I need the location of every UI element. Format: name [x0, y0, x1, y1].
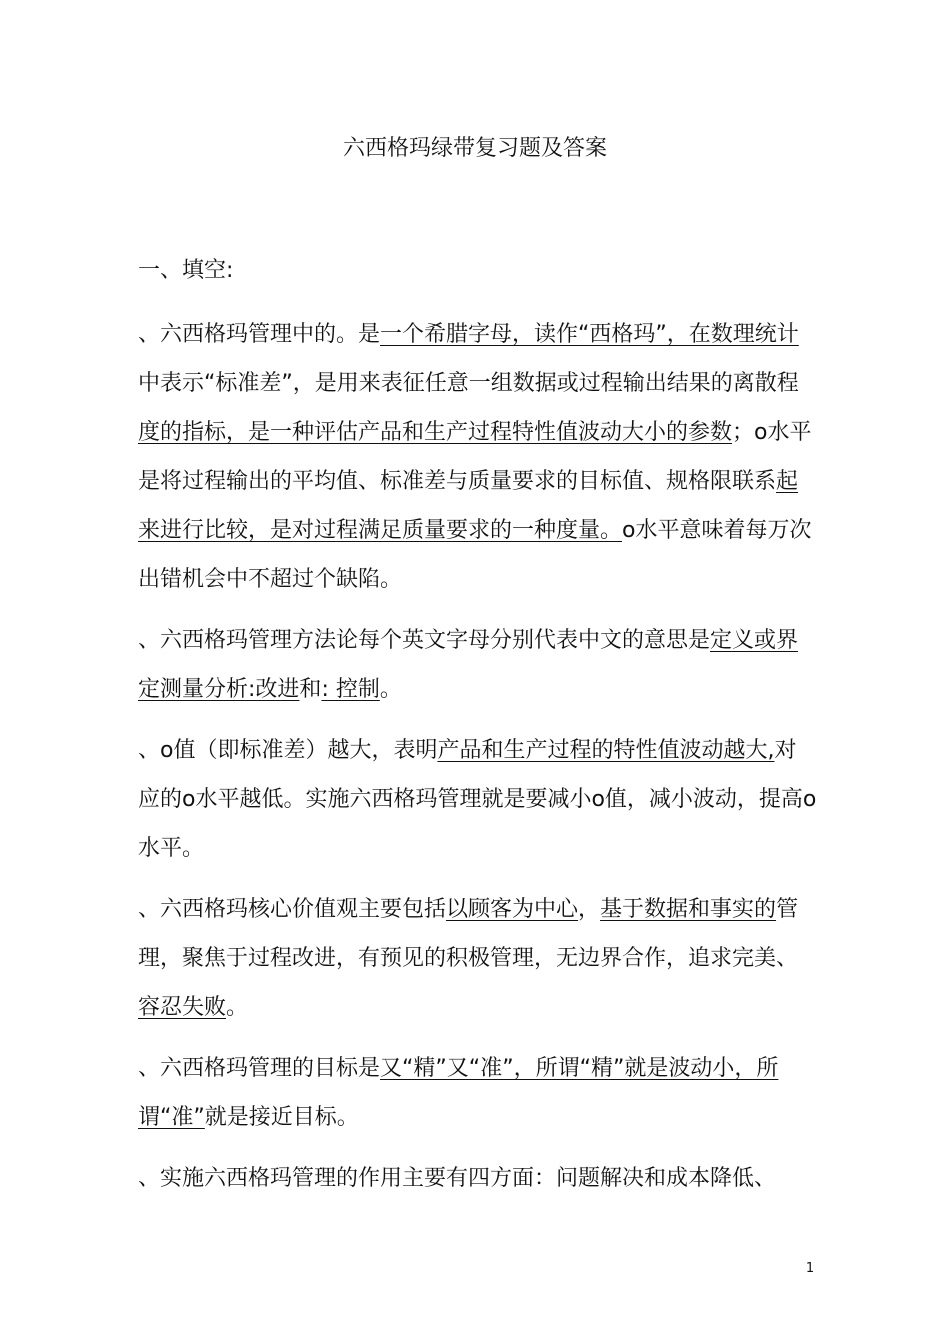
underlined-answer: : 控制 [321, 677, 380, 702]
underlined-answer: 度的指标，是一种评估产品和生产过程特性值波动大小的参数 [138, 420, 733, 445]
text-segment: 对应的o水平越低。实施六西格玛管理就是要减小o值，减小波动，提高o水平。 [138, 738, 817, 861]
underlined-answer: 一个希腊字母，读作“西格玛”，在数理统计 [380, 322, 799, 347]
section-heading: 一、填空: [138, 258, 234, 283]
text-segment: 、六西格玛管理方法论每个英文字母分别代表中文的意思是 [138, 628, 711, 653]
underlined-answer: 又“精”又“准”，所谓“精”就是波动小，所谓“准” [138, 1056, 779, 1130]
paragraph [138, 726, 818, 873]
text-segment: o水平意味着每万次出错机会中不超过个缺陷。 [138, 518, 812, 592]
underlined-answer: 容忍失败 [138, 995, 227, 1020]
underlined-answer: 以顾客为中心 [446, 897, 579, 922]
underlined-answer: 基于数据和事实的 [600, 897, 777, 922]
paragraph [138, 616, 818, 714]
paragraph [138, 885, 818, 1032]
text-segment: ；o水平是将过程输出的平均值、标准差与质量要求的目标值、规格限联系 [138, 420, 812, 494]
text-segment: 。 [226, 995, 249, 1020]
text-segment: 。 [379, 677, 402, 702]
underlined-answer: 产品和生产过程的特性值波动越大, [437, 738, 775, 763]
text-segment: 中表示“标准差”，是用来表征任意一组数据或过程输出结果的离散程 [138, 371, 799, 396]
page-title: 六西格玛绿带复习题及答案 [342, 136, 607, 161]
text-segment: 、实施六西格玛管理的作用主要有四方面：问题解决和成本降低、 [138, 1166, 777, 1191]
text-segment: ， [578, 897, 601, 922]
text-segment: 、六西格玛管理的目标是 [138, 1056, 381, 1081]
paragraph [138, 310, 818, 604]
text-segment: 、六西格玛核心价值观主要包括 [138, 897, 447, 922]
page-number: 1 [805, 1261, 815, 1276]
paragraph [138, 1044, 818, 1142]
text-segment: 、六西格玛管理中的。是 [138, 322, 381, 347]
paragraph [138, 1154, 818, 1203]
underlined-answer: 起来进行比较，是对过程满足质量要求的一种度量。 [138, 469, 799, 543]
text-segment: 管理，聚焦于过程改进，有预见的积极管理，无边界合作，追求完美、 [138, 897, 799, 971]
document-body [138, 310, 818, 1203]
underlined-answer: 定义或界定测量分析:改进 [138, 628, 799, 702]
text-segment: 、o值（即标准差）越大，表明 [138, 738, 438, 763]
text-segment: 就是接近目标。 [204, 1105, 359, 1130]
text-segment: 和 [299, 677, 322, 702]
